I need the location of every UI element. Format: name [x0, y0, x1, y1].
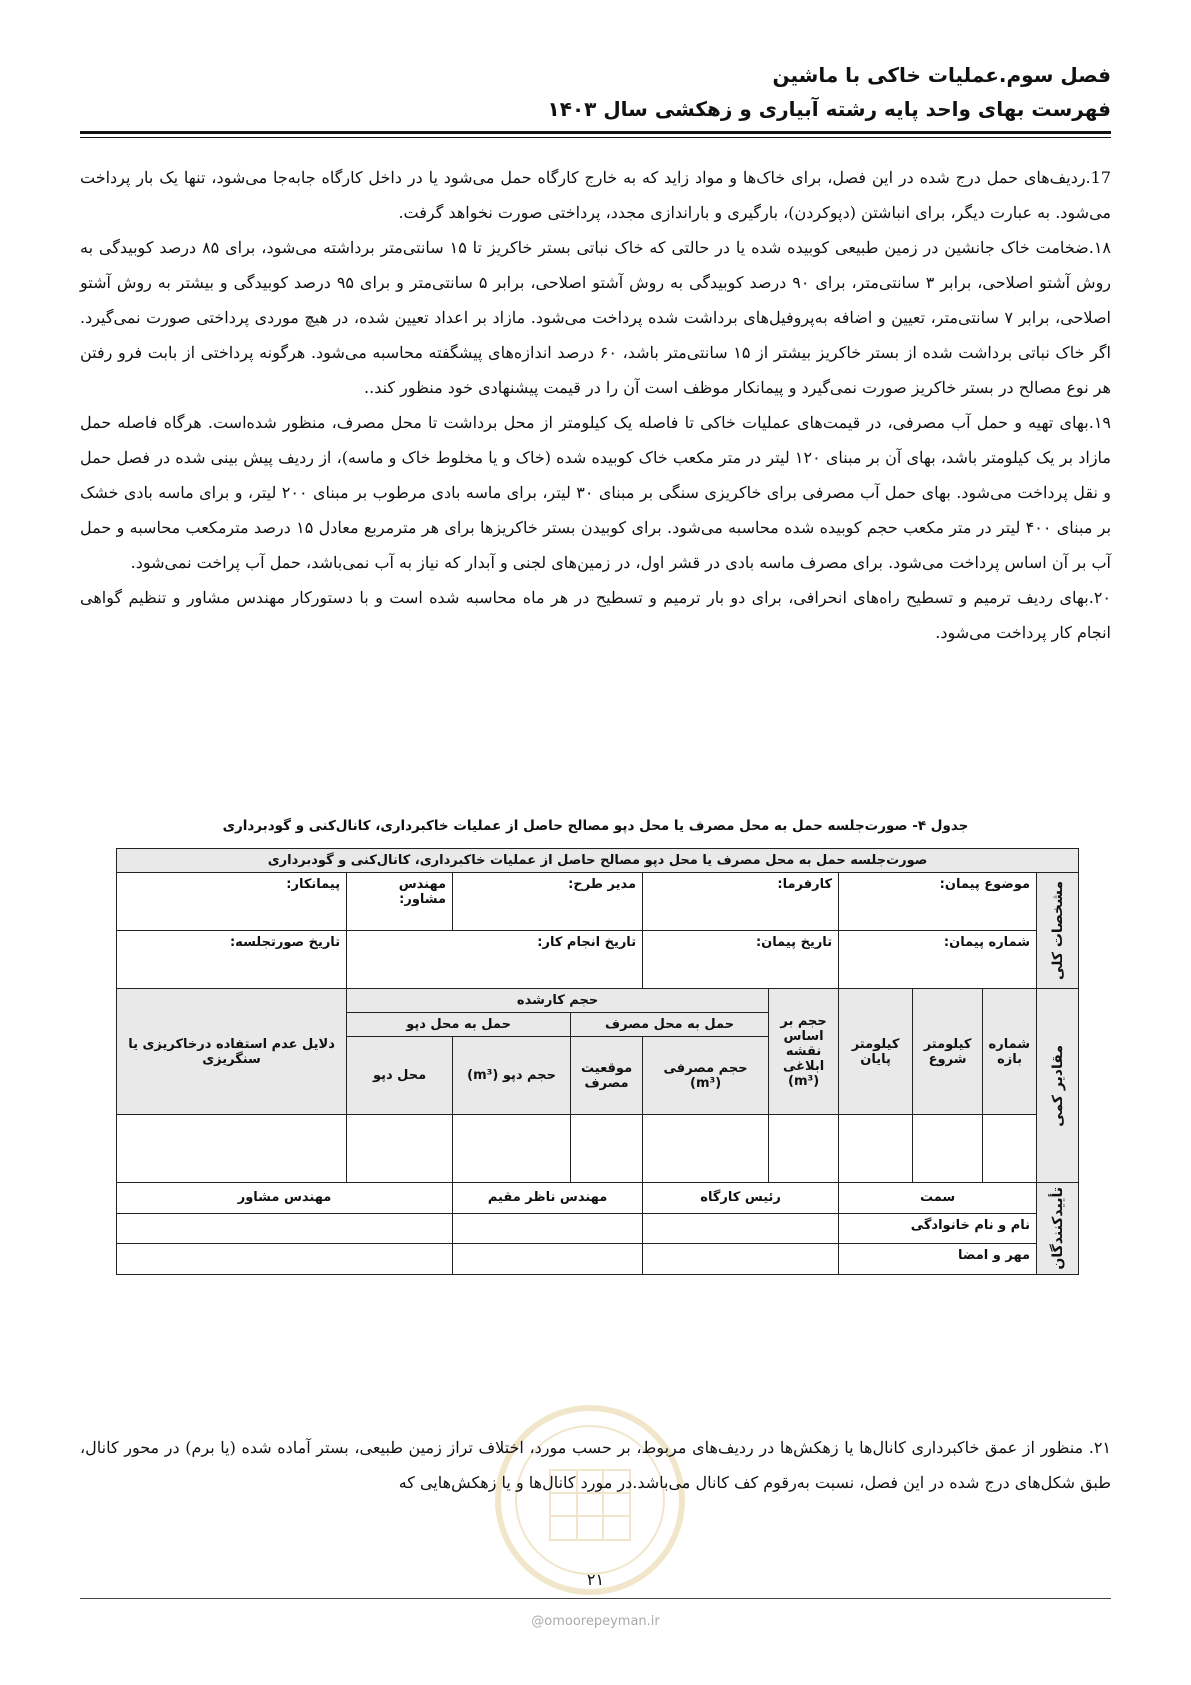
work-date-field: تاریخ انجام کار:: [537, 935, 637, 950]
position-header: سمت: [839, 1183, 1037, 1214]
paragraph-20: ۲۰.بهای ردیف ترمیم و تسطیح راه‌های انحرافی، برای دو بار ترمیم و تسطیح در هر ماه محاسبه شده است و با دستورکار مهندس مشاور و تنظیم گواهی انجام کار پرداخت می‌شود.: [80, 588, 1111, 642]
body-text: [80, 160, 1111, 650]
consultant-engineer-header: مهندس مشاور: [117, 1183, 453, 1214]
resident-engineer-header: مهندس ناظر مقیم: [453, 1183, 643, 1214]
end-km-header: کیلومتر پایان: [839, 989, 913, 1115]
data-cell: [913, 1115, 983, 1183]
data-cell: [643, 1115, 769, 1183]
page-header: [80, 58, 1111, 126]
minutes-form-table: [116, 848, 1079, 1275]
header-rule-thick: [80, 131, 1111, 134]
work-volume-header: حجم کارشده: [347, 989, 769, 1013]
header-rule-thin: [80, 137, 1111, 138]
contract-date-field: تاریخ پیمان:: [755, 935, 833, 950]
depot-location-header: محل دپو: [347, 1037, 453, 1115]
sign-cell: [117, 1244, 453, 1275]
document-title: فهرست بهای واحد پایه رشته آبیاری و زهکشی سال ۱۴۰۳: [547, 97, 1111, 121]
site-head-header: رئیس کارگاه: [643, 1183, 839, 1214]
data-cell: [769, 1115, 839, 1183]
haul-to-depot-header: حمل به محل دپو: [347, 1013, 571, 1037]
data-cell: [117, 1115, 347, 1183]
signers-section-label: [1037, 1183, 1079, 1275]
data-cell: [347, 1115, 453, 1183]
general-section-label: [1037, 873, 1079, 989]
data-cell: [571, 1115, 643, 1183]
sign-cell: [453, 1213, 643, 1244]
reasons-header: دلایل عدم استفاده درخاکریزی یا سنگریزی: [117, 989, 347, 1115]
quantity-data-row: [117, 1115, 1079, 1183]
depot-volume-header: حجم دپو (m³): [453, 1037, 571, 1115]
signers-label-text: تأییدکنندگان: [1049, 1187, 1066, 1270]
stamp-row-label: مهر و امضا: [958, 1248, 1031, 1264]
page-number: ۲۱: [586, 1570, 605, 1589]
interval-number-header: شماره بازه: [983, 989, 1037, 1115]
plan-manager-field: مدیر طرح:: [568, 877, 637, 892]
minutes-date-field: تاریخ صورتجلسه:: [229, 935, 341, 950]
footer-site-link[interactable]: @omoorepeyman.ir: [531, 1614, 660, 1629]
paragraph-18: ۱۸.ضخامت خاک جانشین در زمین طبیعی کوبیده شده یا در حالتی که خاک نباتی بستر خاکریز تا ۱۵ سانتی‌متر برداشته می‌شود، برای ۸۵ درصد کوبیدگی به روش آشتو اصلاحی، برابر ۳ سانتی‌متر، برای ۹۰ درصد کوبیدگی به روش آشتو اصلاحی، برابر ۵ سانتی‌متر و برای ۹۵ درصد کوبیدگی و بیشتر به روش آشتو اصلاحی، برابر ۷ سانتی‌متر، تعیین و اضافه به‌پروفیل‌های برداشت شده پرداخت می‌شود. مازاد بر اعداد تعیین شده، در هیچ موردی پرداختی صورت نمی‌گیرد. اگر خاک نباتی برداشت شده از بستر خاکریز بیشتر از ۱۵ سانتی‌متر باشد، ۶۰ درصد اندازه‌های پیشگفته محاسبه می‌شود. هرگونه پرداختی از بابت فرو رفتن هر نوع مصالح در بستر خاکریز صورت نمی‌گیرد و پیمانکار موظف است آن را در قیمت پیشنهادی خود منظور کند..: [80, 238, 1112, 397]
plan-volume-header: حجم بر اساس نقشه ابلاغی (m³): [769, 989, 839, 1115]
body-text-continued: [80, 1430, 1111, 1500]
data-cell: [983, 1115, 1037, 1183]
start-km-header: کیلومتر شروع: [913, 989, 983, 1115]
paragraph-21: ۲۱. منظور از عمق خاکبرداری کانال‌ها یا زهکش‌ها در ردیف‌های مربوط، بر حسب مورد، اختلاف تراز زمین طبیعی، بستر آماده شده (یا برم) در محور کانال، طبق شکل‌های درج شده در این فصل، نسبت به‌رقوم کف کانال می‌باشد.در مورد کانال‌ها و یا زهکش‌هایی که: [80, 1438, 1112, 1492]
table-caption: جدول ۴- صورت‌جلسه حمل به محل مصرف یا محل دپو مصالح حاصل از عملیات خاکبرداری، کانال‌کنی و گودبرداری: [222, 818, 969, 834]
chapter-title: فصل سوم.عملیات خاکی با ماشین: [772, 63, 1111, 87]
haul-to-use-header: حمل به محل مصرف: [571, 1013, 769, 1037]
name-row-label: نام و نام خانوادگی: [910, 1217, 1031, 1233]
sign-cell: [643, 1244, 839, 1275]
use-location-header: موقعیت مصرف: [571, 1037, 643, 1115]
consultant-field: مهندس مشاور:: [398, 877, 447, 907]
contractor-field: پیمانکار:: [286, 877, 341, 892]
contract-number-field: شماره پیمان:: [943, 935, 1031, 950]
footer-rule: [80, 1598, 1111, 1599]
form-title: صورت‌جلسه حمل به محل مصرف یا محل دپو مصالح حاصل از عملیات خاکبرداری، کانال‌کنی و گودبرداری: [117, 849, 1079, 873]
sign-cell: [643, 1213, 839, 1244]
quantity-label-text: مقادیر کمی: [1049, 1044, 1066, 1127]
general-label-text: مشخصات کلی: [1049, 880, 1066, 981]
employer-field: کارفرما:: [777, 877, 833, 892]
contract-subject-field: موضوع پیمان:: [939, 877, 1031, 892]
sign-cell: [453, 1244, 643, 1275]
paragraph-19: ۱۹.بهای تهیه و حمل آب مصرفی، در قیمت‌های عملیات خاکی تا فاصله یک کیلومتر از محل برداشت تا محل مصرف، منظور شده‌است. هرگاه فاصله حمل مازاد بر یک کیلومتر باشد، بهای آن بر مبنای ۱۲۰ لیتر در متر مکعب خاک کوبیده شده (خاک و یا مخلوط خاک و ماسه)، از ردیف پیش بینی شده در فصل حمل و نقل پرداخت می‌شود. بهای حمل آب مصرفی برای خاکریزی سنگی بر مبنای ۳۰ لیتر، برای ماسه بادی مرطوب بر مبنای ۲۰۰ لیتر، و برای ماسه بادی خشک بر مبنای ۴۰۰ لیتر در متر مکعب حجم کوبیده شده محاسبه می‌شود. برای کوبیدن بستر خاکریزها برای هر مترمربع معادل ۱۵ درصد مترمکعب محاسبه و حمل آب بر آن اساس پرداخت می‌شود. برای مصرف ماسه بادی در قشر اول، در زمین‌های لجنی و آبدار که نیاز به آب نمی‌باشد، حمل آب پراخت نمی‌شود.: [80, 413, 1112, 572]
data-cell: [453, 1115, 571, 1183]
paragraph-17: 17.ردیف‌های حمل درج شده در این فصل، برای خاک‌ها و مواد زاید که به خارج کارگاه حمل می‌شود یا در داخل کارگاه جابه‌جا می‌شود، تنها یک بار پرداخت می‌شود. به عبارت دیگر، برای انباشتن (دپوکردن)، بارگیری و باراندازی مجدد، پرداختی صورت نخواهد گرفت.: [80, 168, 1111, 222]
quantity-section-label: [1037, 989, 1079, 1183]
use-volume-header: حجم مصرفی (m³): [643, 1037, 769, 1115]
data-cell: [839, 1115, 913, 1183]
sign-cell: [117, 1213, 453, 1244]
